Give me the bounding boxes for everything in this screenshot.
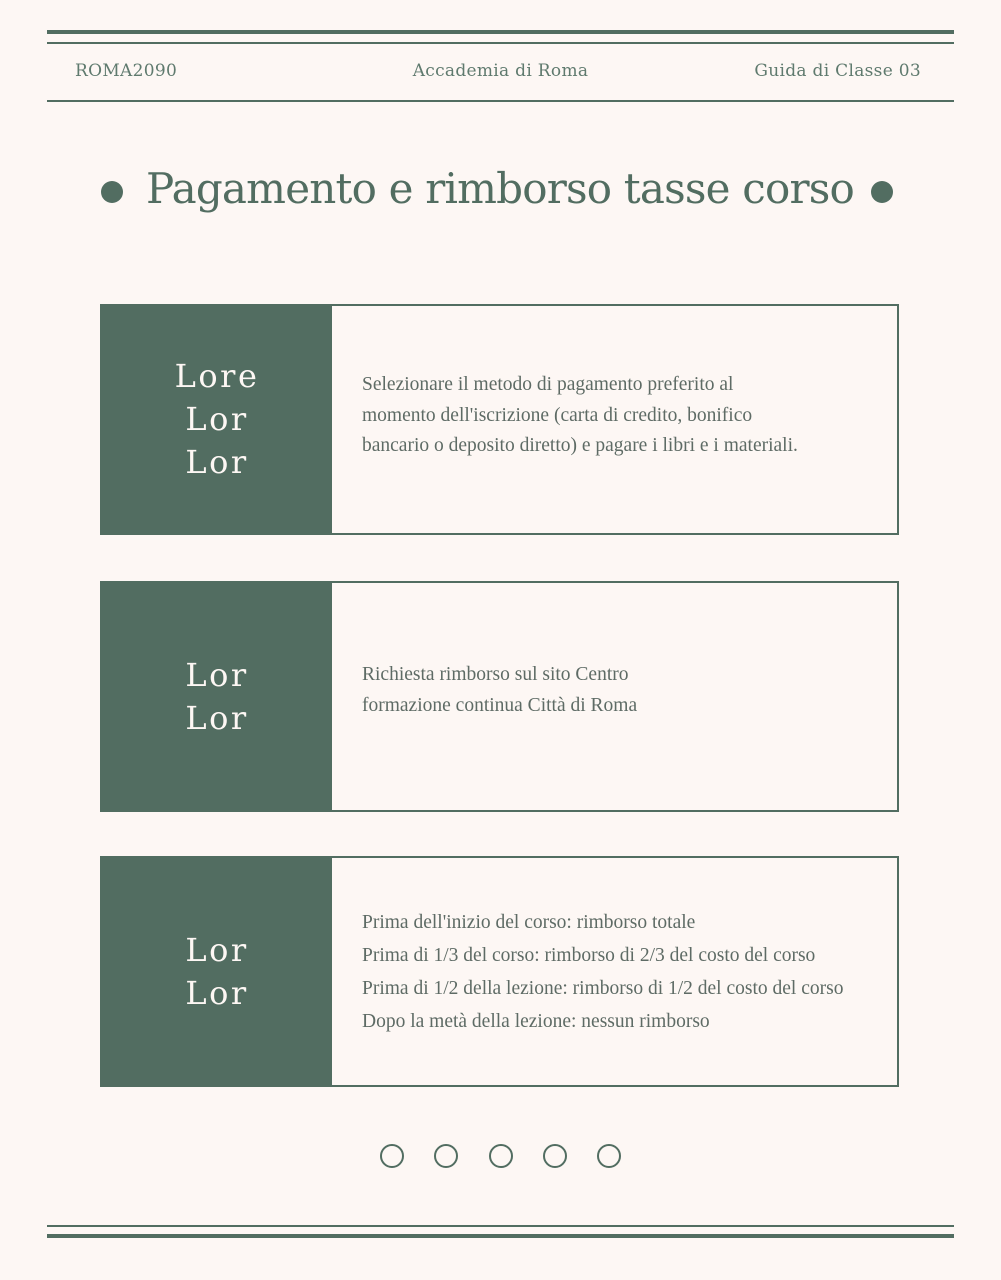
- card-side-panel: [102, 858, 332, 1085]
- header-brand: ROMA2090: [75, 61, 178, 81]
- header-institution: Accademia di Roma: [412, 61, 589, 81]
- card-body-text: [362, 370, 897, 533]
- page-dot-3[interactable]: [489, 1144, 513, 1168]
- card-body-line: Prima di 1/3 del corso: rimborso di 2/3 del costo del corso: [362, 945, 816, 966]
- card-side-panel: [102, 583, 332, 810]
- card-body-line: bancario o deposito diretto) e pagare i libri e i materiali.: [362, 435, 798, 456]
- page-dot-5[interactable]: [597, 1144, 621, 1168]
- title-bullet-right-icon: [871, 181, 893, 203]
- card-side-line: Lor: [185, 930, 249, 969]
- card-side-panel: [102, 306, 332, 533]
- card-side-line: Lor: [185, 655, 249, 694]
- card-side-label: [185, 654, 248, 740]
- card-side-line: Lor: [185, 400, 249, 438]
- info-card-payment: [100, 304, 899, 535]
- page-dot-1[interactable]: [380, 1144, 404, 1168]
- page-dot-2[interactable]: [434, 1144, 458, 1168]
- card-body-line: Prima di 1/2 della lezione: rimborso di 1/2 del costo del corso: [362, 978, 844, 999]
- header-top-rule: [47, 30, 954, 34]
- footer-inner-rule: [47, 1225, 954, 1227]
- card-body-line: momento dell'iscrizione (carta di credito, bonifico: [362, 404, 753, 426]
- info-card-refund-request: [100, 581, 899, 812]
- card-side-line: Lore: [174, 357, 260, 395]
- card-side-line: Lor: [185, 973, 249, 1012]
- header-guide-label: Guida di Classe 03: [754, 61, 921, 81]
- card-body-line: Prima dell'inizio del corso: rimborso totale: [362, 912, 696, 933]
- card-body-text: [362, 906, 897, 1085]
- page-header: [47, 43, 954, 100]
- page-title: Pagamento e rimborso tasse corso: [146, 164, 854, 213]
- footer-bottom-rule: [47, 1234, 954, 1238]
- info-card-refund-policy: [100, 856, 899, 1087]
- card-body-text: [362, 659, 897, 810]
- card-body-line: Richiesta rimborso sul sito Centro: [362, 664, 629, 685]
- card-body-line: formazione continua Città di Roma: [362, 695, 638, 716]
- title-row: [100, 160, 900, 224]
- page-dot-4[interactable]: [543, 1144, 567, 1168]
- card-side-label: [175, 355, 260, 484]
- card-side-line: Lor: [185, 698, 249, 737]
- card-side-label: [185, 929, 248, 1015]
- card-side-line: Lor: [185, 443, 249, 481]
- header-bottom-rule: [47, 100, 954, 102]
- card-body-line: Selezionare il metodo di pagamento preferito al: [362, 374, 734, 395]
- card-body-line: Dopo la metà della lezione: nessun rimborso: [362, 1011, 710, 1032]
